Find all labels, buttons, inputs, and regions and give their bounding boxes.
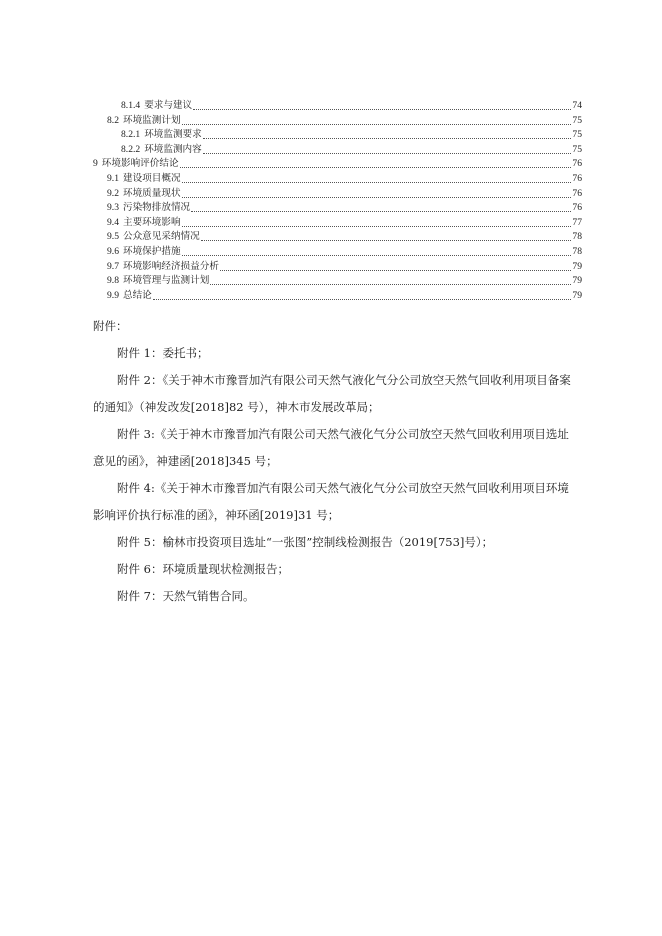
toc-page-number: 76: [572, 158, 582, 170]
toc-page-number: 75: [572, 143, 582, 155]
toc-leader-dots: [193, 109, 571, 110]
toc-title: 环境监测计划: [123, 114, 181, 126]
toc-title: 环境监测要求: [144, 129, 202, 141]
toc-title: 主要环境影响: [123, 216, 181, 228]
toc-entry[interactable]: [121, 143, 582, 157]
toc-title: 要求与建议: [144, 100, 193, 111]
toc-leader-dots: [180, 167, 572, 168]
toc-title: 总结论: [123, 289, 152, 301]
toc-leader-dots: [203, 153, 572, 154]
toc-number: 8.1.4: [121, 100, 141, 111]
toc-leader-dots: [182, 226, 572, 227]
toc-number: 9.8: [107, 275, 119, 287]
toc-leader-dots: [182, 197, 572, 198]
toc-leader-dots: [182, 124, 572, 125]
toc-entry[interactable]: [107, 201, 582, 215]
toc-title: 公众意见采纳情况: [123, 231, 200, 243]
toc-entry[interactable]: [107, 260, 582, 274]
attachment-text: 附件 3:《关于神木市豫晋加汽有限公司天然气液化气分公司放空天然气回收利用项目选址意见的函》，神建函[2018]345 号；: [93, 427, 569, 468]
toc-page-number: 75: [572, 129, 582, 141]
toc-title: 环境保护措施: [123, 246, 181, 257]
toc-page-number: 76: [572, 187, 582, 199]
toc-number: 9.4: [107, 216, 119, 228]
toc-title: 污染物排放情况: [123, 202, 191, 214]
toc-entry[interactable]: [107, 230, 582, 244]
attachment-item: [93, 583, 579, 610]
toc-entry[interactable]: [107, 114, 582, 128]
toc-entry[interactable]: [107, 216, 582, 230]
toc-number: 9.7: [107, 260, 119, 272]
toc-page-number: 78: [572, 246, 582, 257]
toc-title: 环境监测内容: [144, 143, 202, 155]
toc-page-number: 79: [572, 275, 582, 287]
attachment-item: [93, 529, 579, 556]
toc-page-number: 79: [572, 289, 582, 301]
toc-number: 8.2.1: [121, 129, 141, 141]
toc-leader-dots: [153, 299, 572, 300]
toc-number: 9.5: [107, 231, 119, 243]
toc-entry[interactable]: [107, 245, 582, 259]
toc-number: 9: [93, 158, 98, 170]
attachment-item: [93, 421, 579, 475]
toc-number: 9.2: [107, 187, 119, 199]
toc-leader-dots: [182, 255, 572, 256]
attachment-text: 附件 5：榆林市投资项目选址“一张图”控制线检测报告（2019[753]号）；: [117, 535, 494, 549]
toc-title: 环境影响评价结论: [101, 158, 179, 170]
toc-page-number: 76: [572, 173, 582, 184]
toc-entry[interactable]: [107, 172, 582, 186]
toc-page-number: 76: [572, 202, 582, 214]
attachment-text: 附件 1：委托书；: [117, 346, 209, 360]
toc-leader-dots: [182, 182, 572, 183]
toc-number: 8.2.2: [121, 143, 141, 155]
toc-title: 建设项目概况: [123, 173, 181, 184]
attachment-item: [93, 475, 579, 529]
toc-entry[interactable]: [107, 289, 582, 303]
attachment-item: [93, 556, 579, 583]
toc-leader-dots: [210, 284, 571, 285]
toc-leader-dots: [220, 270, 571, 271]
toc-title: 环境质量现状: [123, 187, 181, 199]
attachment-text: 附件 4:《关于神木市豫晋加汽有限公司天然气液化气分公司放空天然气回收利用项目环境影响评价执行标准的函》，神环函[2019]31 号；: [93, 481, 569, 522]
attachment-item: [93, 340, 579, 367]
toc-page-number: 75: [572, 114, 582, 126]
toc-page-number: 79: [572, 260, 582, 272]
attachment-text: 附件 6：环境质量现状检测报告；: [117, 562, 289, 576]
toc-entry[interactable]: [121, 128, 582, 142]
attachment-text: 附件 7：天然气销售合同。: [117, 589, 255, 603]
toc-title: 环境影响经济损益分析: [123, 260, 219, 272]
toc-leader-dots: [203, 138, 572, 139]
toc-entry[interactable]: [107, 187, 582, 201]
toc-leader-dots: [201, 240, 572, 241]
toc-page-number: 78: [572, 231, 582, 243]
toc-entry[interactable]: [121, 99, 582, 113]
toc-title: 环境管理与监测计划: [123, 275, 210, 287]
toc-page-number: 77: [572, 216, 582, 228]
toc-page-number: 74: [572, 100, 582, 111]
toc-leader-dots: [191, 211, 571, 212]
toc-number: 9.6: [107, 246, 119, 257]
attachments-heading: 附件：: [93, 319, 128, 333]
toc-number: 9.9: [107, 289, 119, 301]
toc-entry[interactable]: [93, 157, 582, 171]
toc-number: 9.3: [107, 202, 119, 214]
toc-number: 9.1: [107, 173, 119, 184]
attachment-text: 附件 2：《关于神木市豫晋加汽有限公司天然气液化气分公司放空天然气回收利用项目备案的通知》（神发改发[2018]82 号），神木市发展改革局；: [93, 373, 571, 414]
toc-number: 8.2: [107, 114, 119, 126]
attachment-item: [93, 367, 579, 421]
toc-entry[interactable]: [107, 274, 582, 288]
